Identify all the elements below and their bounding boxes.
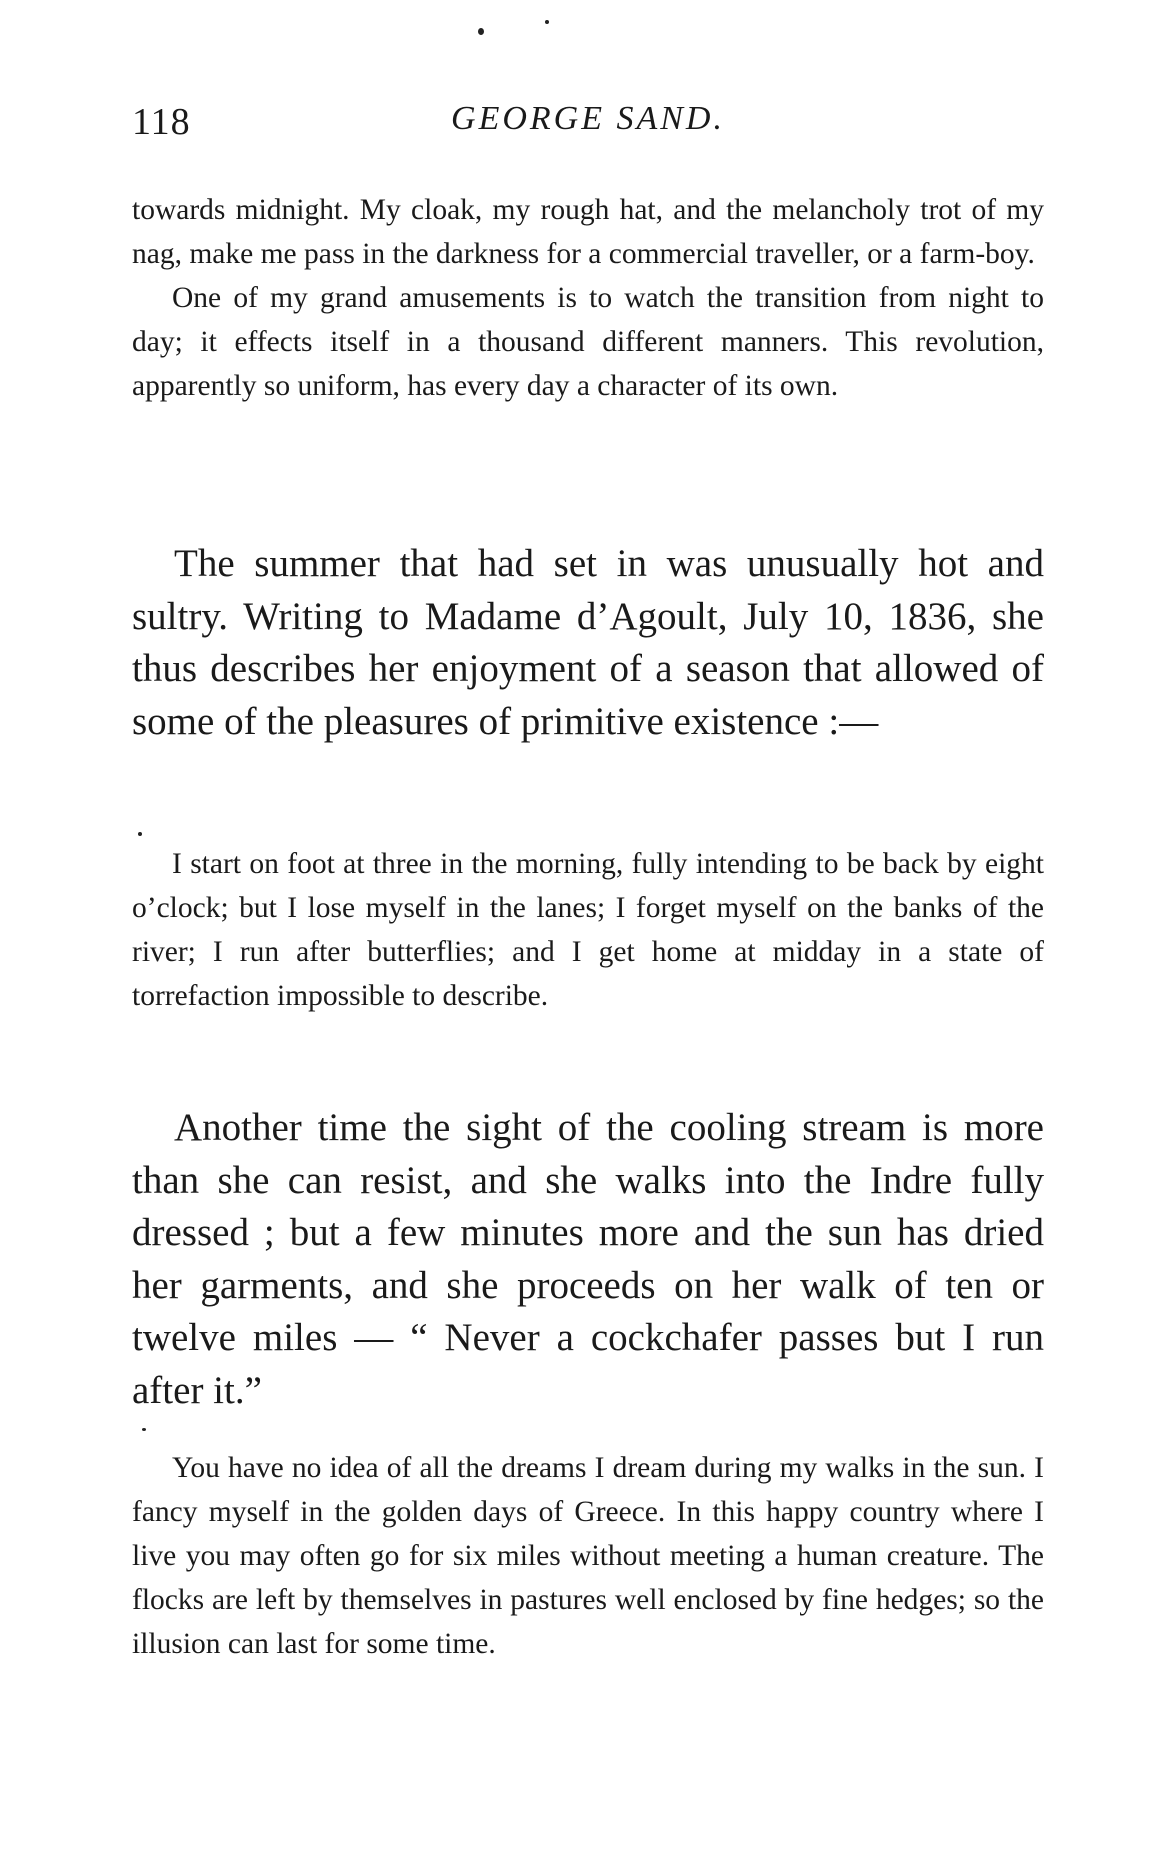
quoted-letter-3 (132, 1446, 1044, 1666)
narrative-paragraph-1: The summer that had set in was unusually hot and sultry. Writing to Madame d’Agoult, July 10, 1836, she thus describes her enjoyment of a season that allowed of some of the pleasures of primitive existence :— (132, 542, 1044, 743)
quote-paragraph: One of my grand amusements is to watch the transition from night to day; it effects itself in a thousand different manners. This revolution, apparently so uniform, has every day a character of its own. (132, 282, 1044, 402)
quote-paragraph: I start on foot at three in the morning, fully intending to be back by eight o’clock; but I lose myself in the lanes; I forget myself on the banks of the river; I run after butterflies; and I get home at midday in a state of torrefaction impossible to describe. (132, 848, 1044, 1012)
page-number: 118 (132, 101, 191, 143)
running-title: GEORGE SAND. (451, 100, 725, 137)
ink-speck (545, 20, 549, 24)
quote-continuation: towards midnight. My cloak, my rough hat, and the melancholy trot of my nag, make me pass in the darkness for a commercial traveller, or a farm-boy. (132, 194, 1044, 270)
quote-paragraph: You have no idea of all the dreams I dream during my walks in the sun. I fancy myself in the golden days of Greece. In this happy country where I live you may often go for six miles without meeting a human creature. The flocks are left by themselves in pastures well enclosed by fine hedges; so the illusion can last for some time. (132, 1452, 1044, 1660)
ink-speck (142, 1428, 146, 1431)
narrative-paragraph-2: Another time the sight of the cooling stream is more than she can resist, and she walks into the Indre fully dressed ; but a few minutes more and the sun has dried her garments, and she proceeds on her walk of ten or twelve miles — “ Never a cockchafer passes but I run after it.” (132, 1106, 1044, 1412)
quoted-letter-1 (132, 188, 1044, 408)
quoted-letter-2 (132, 842, 1044, 1018)
ink-speck (138, 832, 142, 836)
running-head (132, 100, 1044, 150)
ink-speck (478, 28, 484, 35)
